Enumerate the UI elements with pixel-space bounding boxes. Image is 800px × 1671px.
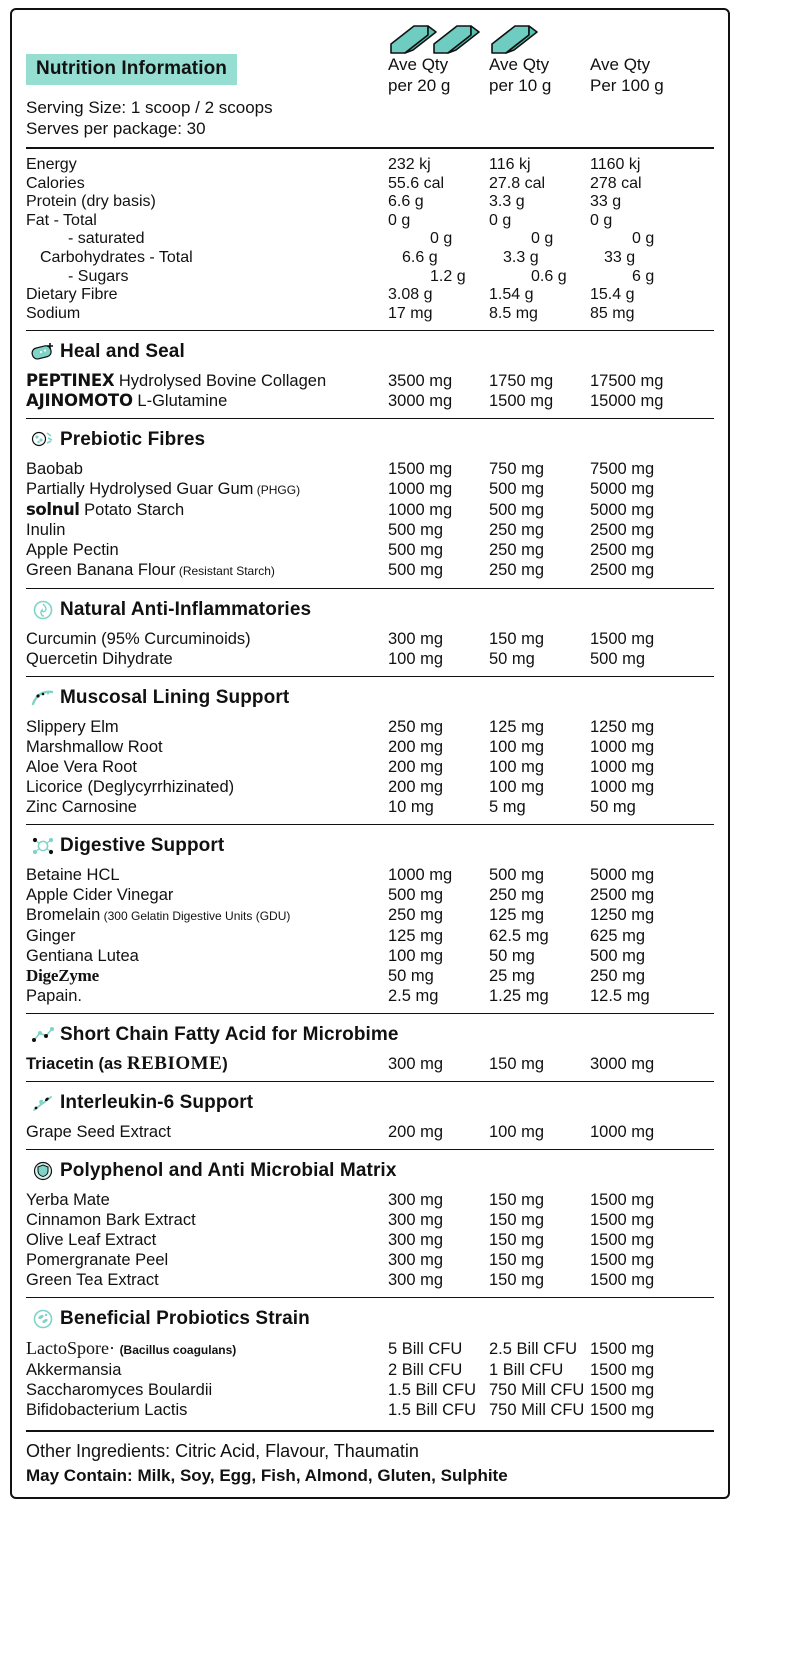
ingredient-name: Gentiana Lutea xyxy=(26,947,139,966)
brand-lactospore: LactoSpore· xyxy=(26,1338,115,1359)
ingredient-name: Green Banana Flour (Resistant Starch) xyxy=(26,561,275,580)
nutrient-value-10g: 0 g xyxy=(531,230,554,248)
ingredient-name: solnul Potato Starch xyxy=(26,500,185,520)
ingredient-row xyxy=(26,560,714,581)
ingredient-note: (PHGG) xyxy=(253,483,301,498)
ingredient-value-100g: 1250 mg xyxy=(590,906,655,925)
nutrient-name: - Sugars xyxy=(68,267,129,285)
nutrient-value-100g: 278 cal xyxy=(590,174,642,192)
ingredient-name: Olive Leaf Extract xyxy=(26,1231,157,1250)
ingredient-name xyxy=(26,1338,388,1360)
ingredient-name: Bromelain (300 Gelatin Digestive Units (GDU) xyxy=(26,906,291,925)
section-header-interleukin-6-support xyxy=(26,1092,714,1114)
nutrient-name: Energy xyxy=(26,156,77,173)
ingredient-name: Marshmallow Root xyxy=(26,738,163,757)
ingredient-value-100g: 1500 mg xyxy=(590,1211,655,1230)
ingredient-name: Zinc Carnosine xyxy=(26,798,137,817)
ingredient-value-10g: 25 mg xyxy=(489,967,535,986)
header-divider xyxy=(26,147,714,149)
ingredient-value-100g: 1500 mg xyxy=(590,1251,655,1270)
nutrient-value-10g: 3.3 g xyxy=(489,193,525,211)
nutrient-value-20g: 17 mg xyxy=(388,304,433,322)
molecule-icon xyxy=(26,1024,60,1046)
serving-info xyxy=(26,97,388,139)
section-title: Prebiotic Fibres xyxy=(60,429,206,451)
column-header-100g-line1: Ave Qty xyxy=(590,55,651,74)
section-header-beneficial-probiotics-strain xyxy=(26,1308,714,1330)
nutrient-value-10g: 8.5 mg xyxy=(489,304,538,322)
ingredient-value-20g: 3500 mg xyxy=(388,372,453,391)
nutrient-value-100g: 0 g xyxy=(632,230,655,248)
ingredient-value-20g: 300 mg xyxy=(388,1231,444,1250)
flame-circle-icon xyxy=(26,599,60,621)
fibre-icon xyxy=(26,429,60,451)
ingredient-name: Papain. xyxy=(26,987,82,1006)
enzyme-icon xyxy=(26,835,60,857)
ingredient-row xyxy=(26,371,714,391)
ingredient-value-20g: 125 mg xyxy=(388,927,444,946)
nutrient-value-100g: 33 g xyxy=(604,248,636,266)
ingredient-value-20g: 2 Bill CFU xyxy=(388,1361,463,1380)
ingredient-name: AJINOMOTO L-Glutamine xyxy=(26,391,228,411)
section-title: Digestive Support xyxy=(60,835,225,857)
nutrient-value-10g: 116 kj xyxy=(489,156,531,173)
ingredient-value-20g: 10 mg xyxy=(388,798,434,817)
section-header-short-chain-fatty-acid xyxy=(26,1024,714,1046)
ingredient-value-100g: 500 mg xyxy=(590,947,646,966)
ingredient-value-10g: 1500 mg xyxy=(489,392,554,411)
ingredient-name: Aloe Vera Root xyxy=(26,758,137,777)
nutrition-row xyxy=(26,305,714,324)
ingredient-value-100g: 500 mg xyxy=(590,650,646,669)
ingredient-value-20g: 500 mg xyxy=(388,541,444,560)
ingredient-value-10g: 62.5 mg xyxy=(489,927,549,946)
ingredient-name: Apple Pectin xyxy=(26,541,119,560)
brand-digezyme: DigeZyme xyxy=(26,966,99,986)
serving-size: Serving Size: 1 scoop / 2 scoops xyxy=(26,98,273,117)
ingredient-row xyxy=(26,1210,714,1230)
ingredient-name: Pomergranate Peel xyxy=(26,1251,169,1270)
section-header-digestive-support xyxy=(26,835,714,857)
ingredient-value-100g: 5000 mg xyxy=(590,501,655,520)
column-header-10g-line2: per 10 g xyxy=(489,76,552,95)
ingredient-name: Baobab xyxy=(26,460,83,479)
ingredient-value-10g: 125 mg xyxy=(489,718,545,737)
header-spacer xyxy=(26,20,388,54)
section-divider xyxy=(26,676,714,677)
nutrient-name: Fat - Total xyxy=(26,211,97,229)
nutrition-panel xyxy=(10,8,730,1499)
ingredient-row xyxy=(26,1250,714,1270)
ingredient-row xyxy=(26,459,714,479)
ingredient-row xyxy=(26,777,714,797)
ingredient-value-100g: 1000 mg xyxy=(590,758,655,777)
ingredient-value-10g: 150 mg xyxy=(489,1211,545,1230)
ingredient-row xyxy=(26,797,714,817)
ingredient-row xyxy=(26,717,714,737)
ingredient-row xyxy=(26,1400,714,1420)
nutrition-row xyxy=(26,175,714,194)
nutrient-name: - saturated xyxy=(68,230,145,248)
probiotic-icon xyxy=(26,1308,60,1330)
ingredient-value-100g: 2500 mg xyxy=(590,541,655,560)
section-header-polyphenol-anti-microbial-matrix xyxy=(26,1160,714,1182)
ingredient-value-20g: 500 mg xyxy=(388,521,444,540)
ingredient-value-10g: 250 mg xyxy=(489,886,545,905)
ingredient-value-100g: 1500 mg xyxy=(590,1340,655,1359)
column-header-20g xyxy=(388,20,489,96)
ingredient-value-20g: 300 mg xyxy=(388,1055,444,1074)
ingredient-name: Curcumin (95% Curcuminoids) xyxy=(26,630,251,649)
ingredient-value-10g: 750 Mill CFU xyxy=(489,1381,585,1400)
ingredient-value-10g: 100 mg xyxy=(489,758,545,777)
ingredient-value-20g: 200 mg xyxy=(388,738,444,757)
panel-header xyxy=(26,20,714,139)
ingredient-row xyxy=(26,540,714,560)
ingredient-value-100g: 2500 mg xyxy=(590,561,655,580)
section-divider xyxy=(26,588,714,589)
ingredient-sections xyxy=(26,330,714,1420)
ingredient-value-20g: 3000 mg xyxy=(388,392,453,411)
ingredient-row xyxy=(26,1230,714,1250)
nutrient-name: Sodium xyxy=(26,304,81,322)
ingredient-value-20g: 100 mg xyxy=(388,650,444,669)
ingredient-value-20g: 100 mg xyxy=(388,947,444,966)
ingredient-value-20g: 250 mg xyxy=(388,906,444,925)
ingredient-value-100g: 1500 mg xyxy=(590,630,655,649)
ingredient-row xyxy=(26,391,714,411)
nutrient-name: Calories xyxy=(26,174,85,192)
ingredient-value-20g: 500 mg xyxy=(388,561,444,580)
brand-peptinex: PEPTINEX xyxy=(26,371,115,391)
ingredient-name: Ginger xyxy=(26,927,76,946)
ingredient-row xyxy=(26,479,714,500)
ingredient-value-100g: 625 mg xyxy=(590,927,646,946)
ingredient-value-100g: 1500 mg xyxy=(590,1231,655,1250)
ingredient-note: (Bacillus coagulans) xyxy=(119,1343,237,1358)
ingredient-value-100g: 5000 mg xyxy=(590,866,655,885)
nutrient-name: Dietary Fibre xyxy=(26,286,118,304)
ingredient-note: (Resistant Starch) xyxy=(175,564,275,579)
nutrition-row xyxy=(26,286,714,305)
one-scoop-icon xyxy=(489,20,590,54)
ingredient-value-10g: 750 Mill CFU xyxy=(489,1401,585,1420)
ingredient-name: Quercetin Dihydrate xyxy=(26,650,173,669)
other-ingredients: Other Ingredients: Citric Acid, Flavour, Thaumatin xyxy=(26,1441,419,1462)
ingredient-value-100g: 2500 mg xyxy=(590,886,655,905)
ingredient-value-10g: 250 mg xyxy=(489,541,545,560)
section-title: Muscosal Lining Support xyxy=(60,687,290,709)
ingredient-name: Yerba Mate xyxy=(26,1191,110,1210)
ingredient-value-10g: 100 mg xyxy=(489,738,545,757)
ingredient-row xyxy=(26,986,714,1006)
section-header-prebiotic-fibres xyxy=(26,429,714,451)
ingredient-value-10g: 5 mg xyxy=(489,798,526,817)
section-header-muscosal-lining-support xyxy=(26,687,714,709)
nutrition-row xyxy=(26,268,714,287)
ingredient-value-20g: 300 mg xyxy=(388,630,444,649)
ingredient-value-10g: 500 mg xyxy=(489,866,545,885)
nutrient-value-100g: 1160 kj xyxy=(590,156,641,173)
section-title: Beneficial Probiotics Strain xyxy=(60,1308,310,1330)
nutrient-value-10g: 3.3 g xyxy=(503,248,539,266)
shield-circle-icon xyxy=(26,1160,60,1182)
ingredient-value-10g: 150 mg xyxy=(489,1191,545,1210)
nutrient-value-10g: 0.6 g xyxy=(531,267,567,285)
nutrition-table xyxy=(26,156,714,323)
ingredient-value-20g: 200 mg xyxy=(388,778,444,797)
nutrient-value-10g: 0 g xyxy=(489,211,512,229)
ingredient-name: Partially Hydrolysed Guar Gum (PHGG) xyxy=(26,480,301,499)
ingredient-value-10g: 100 mg xyxy=(489,1123,545,1142)
ingredient-value-20g: 500 mg xyxy=(388,886,444,905)
ingredient-value-100g: 1500 mg xyxy=(590,1361,655,1380)
ingredient-row xyxy=(26,500,714,520)
nutrition-row xyxy=(26,249,714,268)
section-divider xyxy=(26,418,714,419)
ingredient-row xyxy=(26,1054,714,1074)
ingredient-row xyxy=(26,1270,714,1290)
brand-rebiome: REBIOME xyxy=(126,1054,223,1075)
section-header-natural-anti-inflammatories xyxy=(26,599,714,621)
nutrition-row xyxy=(26,156,714,175)
ingredient-value-100g: 1000 mg xyxy=(590,1123,655,1142)
section-title: Heal and Seal xyxy=(60,341,185,363)
ingredient-row xyxy=(26,926,714,946)
ingredient-name: Grape Seed Extract xyxy=(26,1123,171,1142)
section-divider xyxy=(26,1081,714,1082)
ingredient-name: Licorice (Deglycyrrhizinated) xyxy=(26,778,235,797)
ingredient-value-20g: 1.5 Bill CFU xyxy=(388,1381,477,1400)
nutrient-value-100g: 0 g xyxy=(590,211,613,229)
brand-solnul: solnul xyxy=(26,500,80,520)
nutrition-row xyxy=(26,230,714,249)
ingredient-row xyxy=(26,966,714,986)
nutrient-value-100g: 6 g xyxy=(632,267,655,285)
ingredient-name: Inulin xyxy=(26,521,66,540)
nutrient-value-20g: 1.2 g xyxy=(430,267,466,285)
ingredient-value-10g: 1.25 mg xyxy=(489,987,549,1006)
section-divider xyxy=(26,1149,714,1150)
ingredient-value-20g: 1000 mg xyxy=(388,480,453,499)
ingredient-value-20g: 250 mg xyxy=(388,718,444,737)
footer-divider xyxy=(26,1430,714,1432)
page-title: Nutrition Information xyxy=(26,54,237,85)
ingredient-value-10g: 1 Bill CFU xyxy=(489,1361,564,1380)
ingredient-value-10g: 50 mg xyxy=(489,947,535,966)
nutrient-value-100g: 15.4 g xyxy=(590,286,635,304)
ingredient-value-100g: 1250 mg xyxy=(590,718,655,737)
nutrition-row xyxy=(26,193,714,212)
ingredient-note: (300 Gelatin Digestive Units (GDU) xyxy=(100,909,291,924)
ingredient-row xyxy=(26,885,714,905)
ingredient-value-10g: 2.5 Bill CFU xyxy=(489,1340,578,1359)
ingredient-row xyxy=(26,1338,714,1360)
section-title: Polyphenol and Anti Microbial Matrix xyxy=(60,1160,397,1182)
section-title: Short Chain Fatty Acid for Microbime xyxy=(60,1024,399,1046)
ingredient-name: Green Tea Extract xyxy=(26,1271,159,1290)
ingredient-name: Apple Cider Vinegar xyxy=(26,886,174,905)
leaf-sprig-icon xyxy=(26,1092,60,1114)
serves-per-package: Serves per package: 30 xyxy=(26,119,206,138)
brand-ajinomoto: AJINOMOTO xyxy=(26,391,133,411)
ingredient-name xyxy=(26,966,388,986)
ingredient-value-10g: 50 mg xyxy=(489,650,535,669)
ingredient-value-10g: 250 mg xyxy=(489,521,545,540)
ingredient-row xyxy=(26,757,714,777)
column-header-20g-line1: Ave Qty xyxy=(388,55,449,74)
ingredient-name: Triacetin (as REBIOME) xyxy=(26,1054,228,1075)
ingredient-value-100g: 1500 mg xyxy=(590,1191,655,1210)
nutrient-value-20g: 55.6 cal xyxy=(388,174,445,192)
ingredient-value-100g: 2500 mg xyxy=(590,521,655,540)
ingredient-value-100g: 3000 mg xyxy=(590,1055,655,1074)
ingredient-row xyxy=(26,946,714,966)
ingredient-name: Cinnamon Bark Extract xyxy=(26,1211,196,1230)
ingredient-value-100g: 15000 mg xyxy=(590,392,664,411)
section-divider xyxy=(26,330,714,331)
nutrient-name: Carbohydrates - Total xyxy=(40,248,193,266)
bandage-icon xyxy=(26,341,60,363)
nutrient-name: Protein (dry basis) xyxy=(26,193,156,211)
column-header-10g xyxy=(489,20,590,96)
ingredient-value-10g: 500 mg xyxy=(489,501,545,520)
ingredient-row xyxy=(26,1360,714,1380)
ingredient-value-20g: 1.5 Bill CFU xyxy=(388,1401,477,1420)
two-scoops-icon xyxy=(388,20,489,54)
ingredient-row xyxy=(26,737,714,757)
ingredient-value-20g: 1000 mg xyxy=(388,501,453,520)
ingredient-value-20g: 300 mg xyxy=(388,1251,444,1270)
nutrient-value-10g: 1.54 g xyxy=(489,286,534,304)
ingredient-value-100g: 1000 mg xyxy=(590,738,655,757)
ingredient-row xyxy=(26,1380,714,1400)
ingredient-value-20g: 300 mg xyxy=(388,1191,444,1210)
section-divider xyxy=(26,824,714,825)
nutrient-value-100g: 85 mg xyxy=(590,304,635,322)
ingredient-value-10g: 150 mg xyxy=(489,1231,545,1250)
ingredient-value-10g: 125 mg xyxy=(489,906,545,925)
ingredient-value-10g: 1750 mg xyxy=(489,372,554,391)
nutrient-value-20g: 6.6 g xyxy=(388,193,424,211)
ingredient-value-10g: 150 mg xyxy=(489,1271,545,1290)
ingredient-value-10g: 500 mg xyxy=(489,480,545,499)
ingredient-value-20g: 300 mg xyxy=(388,1271,444,1290)
ingredient-value-20g: 50 mg xyxy=(388,967,434,986)
ingredient-row xyxy=(26,520,714,540)
ingredient-value-10g: 150 mg xyxy=(489,1251,545,1270)
nutrient-value-20g: 6.6 g xyxy=(402,248,438,266)
ingredient-value-100g: 1500 mg xyxy=(590,1381,655,1400)
ingredient-value-100g: 50 mg xyxy=(590,798,636,817)
nutrient-value-20g: 3.08 g xyxy=(388,286,433,304)
ingredient-name: Saccharomyces Boulardii xyxy=(26,1381,213,1400)
ingredient-value-100g: 1500 mg xyxy=(590,1271,655,1290)
ingredient-value-20g: 200 mg xyxy=(388,1123,444,1142)
column-header-100g-line2: Per 100 g xyxy=(590,76,664,95)
column-header-10g-line1: Ave Qty xyxy=(489,55,550,74)
ingredient-value-10g: 250 mg xyxy=(489,561,545,580)
ingredient-value-20g: 200 mg xyxy=(388,758,444,777)
ingredient-name: Bifidobacterium Lactis xyxy=(26,1401,188,1420)
ingredient-value-10g: 100 mg xyxy=(489,778,545,797)
ingredient-value-100g: 1000 mg xyxy=(590,778,655,797)
column-header-100g xyxy=(590,20,691,96)
lining-icon xyxy=(26,687,60,709)
ingredient-value-10g: 150 mg xyxy=(489,1055,545,1074)
ingredient-value-10g: 150 mg xyxy=(489,630,545,649)
ingredient-name: Slippery Elm xyxy=(26,718,119,737)
ingredient-value-10g: 750 mg xyxy=(489,460,545,479)
ingredient-value-20g: 300 mg xyxy=(388,1211,444,1230)
ingredient-value-100g: 1500 mg xyxy=(590,1401,655,1420)
nutrition-row xyxy=(26,212,714,231)
ingredient-row xyxy=(26,865,714,885)
ingredient-name: Betaine HCL xyxy=(26,866,120,885)
nutrient-value-20g: 232 kj xyxy=(388,156,431,173)
ingredient-value-20g: 2.5 mg xyxy=(388,987,439,1006)
header-spacer-100g xyxy=(590,20,691,54)
nutrient-value-20g: 0 g xyxy=(388,211,411,229)
nutrient-value-10g: 27.8 cal xyxy=(489,174,546,192)
ingredient-value-100g: 250 mg xyxy=(590,967,646,986)
ingredient-row xyxy=(26,649,714,669)
ingredient-value-20g: 5 Bill CFU xyxy=(388,1340,463,1359)
nutrient-value-20g: 0 g xyxy=(430,230,453,248)
ingredient-value-20g: 1000 mg xyxy=(388,866,453,885)
ingredient-value-20g: 1500 mg xyxy=(388,460,453,479)
column-header-20g-line2: per 20 g xyxy=(388,76,451,95)
section-title: Interleukin-6 Support xyxy=(60,1092,254,1114)
may-contain: May Contain: Milk, Soy, Egg, Fish, Almond, Gluten, Sulphite xyxy=(26,1466,508,1486)
ingredient-value-100g: 12.5 mg xyxy=(590,987,650,1006)
section-divider xyxy=(26,1013,714,1014)
header-left xyxy=(26,20,388,139)
ingredient-row xyxy=(26,1190,714,1210)
ingredient-row xyxy=(26,1122,714,1142)
ingredient-name: Akkermansia xyxy=(26,1361,122,1380)
ingredient-value-100g: 7500 mg xyxy=(590,460,655,479)
ingredient-row xyxy=(26,905,714,926)
ingredient-row xyxy=(26,629,714,649)
ingredient-value-100g: 17500 mg xyxy=(590,372,664,391)
nutrient-value-100g: 33 g xyxy=(590,193,622,211)
ingredient-value-100g: 5000 mg xyxy=(590,480,655,499)
section-header-heal-and-seal xyxy=(26,341,714,363)
ingredient-name: PEPTINEX Hydrolysed Bovine Collagen xyxy=(26,371,327,391)
section-divider xyxy=(26,1297,714,1298)
section-title: Natural Anti-Inflammatories xyxy=(60,599,312,621)
